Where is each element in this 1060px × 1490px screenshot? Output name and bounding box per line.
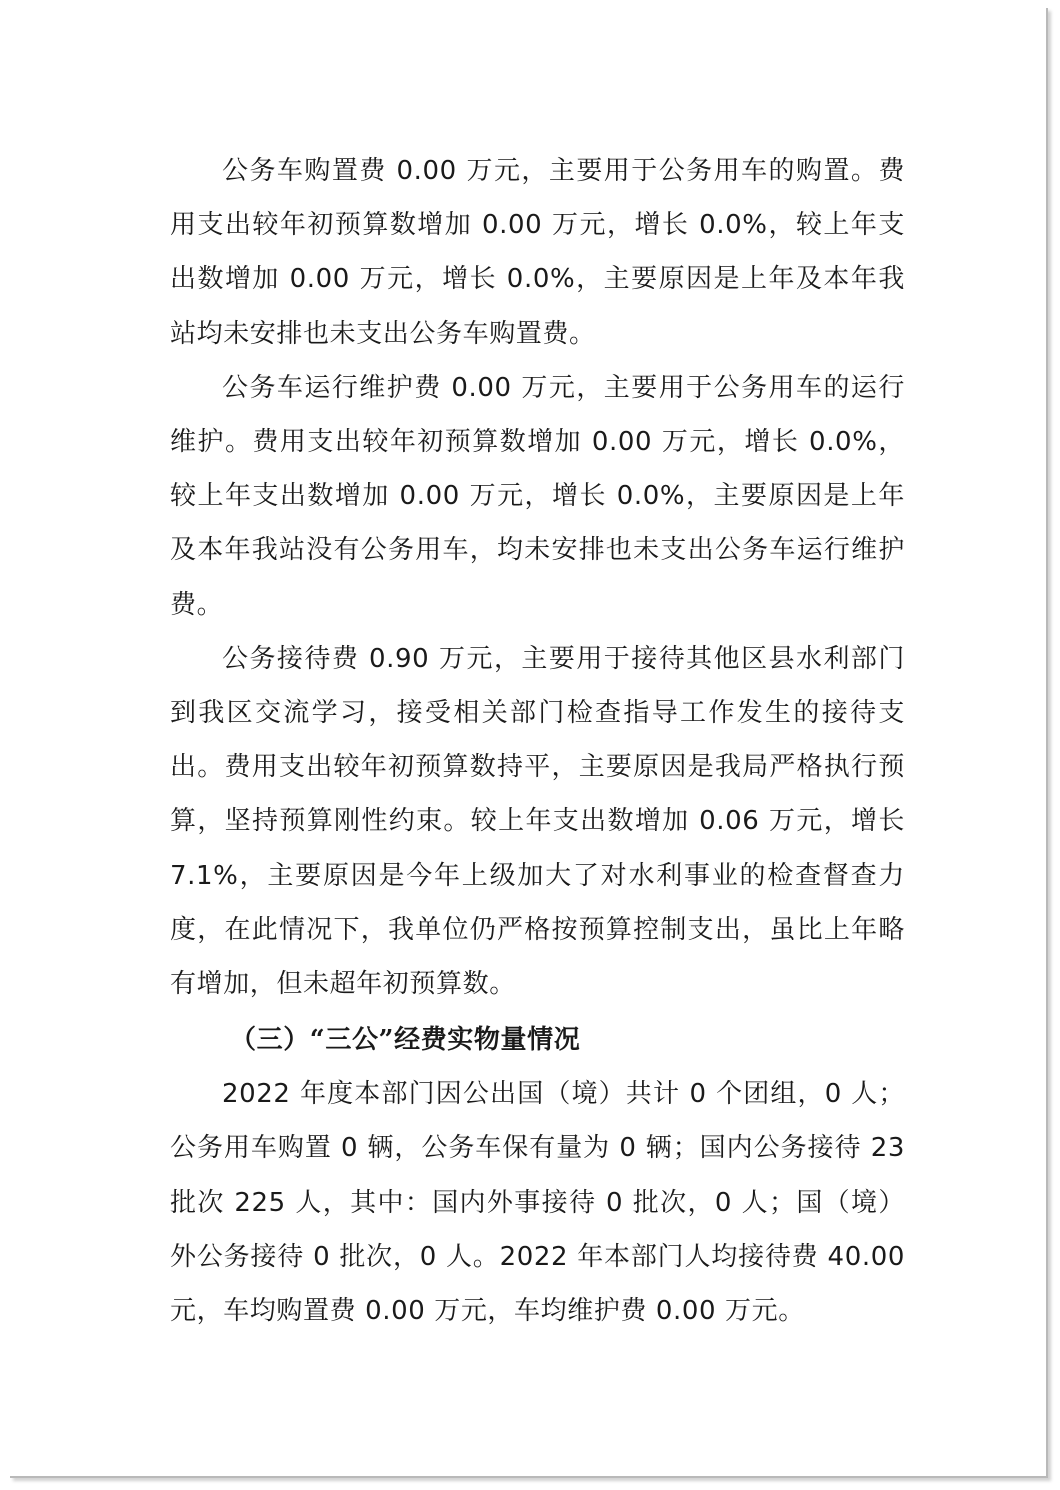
paragraph-physical-quantity: 2022 年度本部门因公出国（境）共计 0 个团组，0 人；公务用车购置 0 辆，公务车保有量为 0 辆；国内公务接待 23 批次 225 人，其中：国内外事接待 0 批次，0 人；国（境）外公务接待 0 批次，0 人。2022 年本部门人均接待费 40.00 元，车均购置费 0.00 万元，车均维护费 0.00 万元。 — [170, 1079, 905, 1327]
paragraph-vehicle-maintenance: 公务车运行维护费 0.00 万元，主要用于公务用车的运行维护。费用支出较年初预算数增加 0.00 万元，增长 0.0%，较上年支出数增加 0.00 万元，增长 0.0%，主要原因是上年及本年我站没有公务用车，均未安排也未支出公务车运行维护费。 — [170, 372, 905, 620]
document-page — [10, 8, 1048, 1478]
document-body — [170, 144, 905, 1338]
paragraph-vehicle-purchase: 公务车购置费 0.00 万元，主要用于公务用车的购置。费用支出较年初预算数增加 0.00 万元，增长 0.0%，较上年支出数增加 0.00 万元，增长 0.0%，主要原因是上年及本年我站均未安排也未支出公务车购置费。 — [170, 156, 905, 349]
paragraph-reception-expense: 公务接待费 0.90 万元，主要用于接待其他区县水利部门到我区交流学习，接受相关部门检查指导工作发生的接待支出。费用支出较年初预算数持平，主要原因是我局严格执行预算，坚持预算刚性约束。较上年支出数增加 0.06 万元，增长 7.1%，主要原因是今年上级加大了对水利事业的检查督查力度，在此情况下，我单位仍严格按预算控制支出，虽比上年略有增加，但未超年初预算数。 — [170, 643, 905, 1000]
section-heading: （三）“三公”经费实物量情况 — [230, 1025, 581, 1056]
